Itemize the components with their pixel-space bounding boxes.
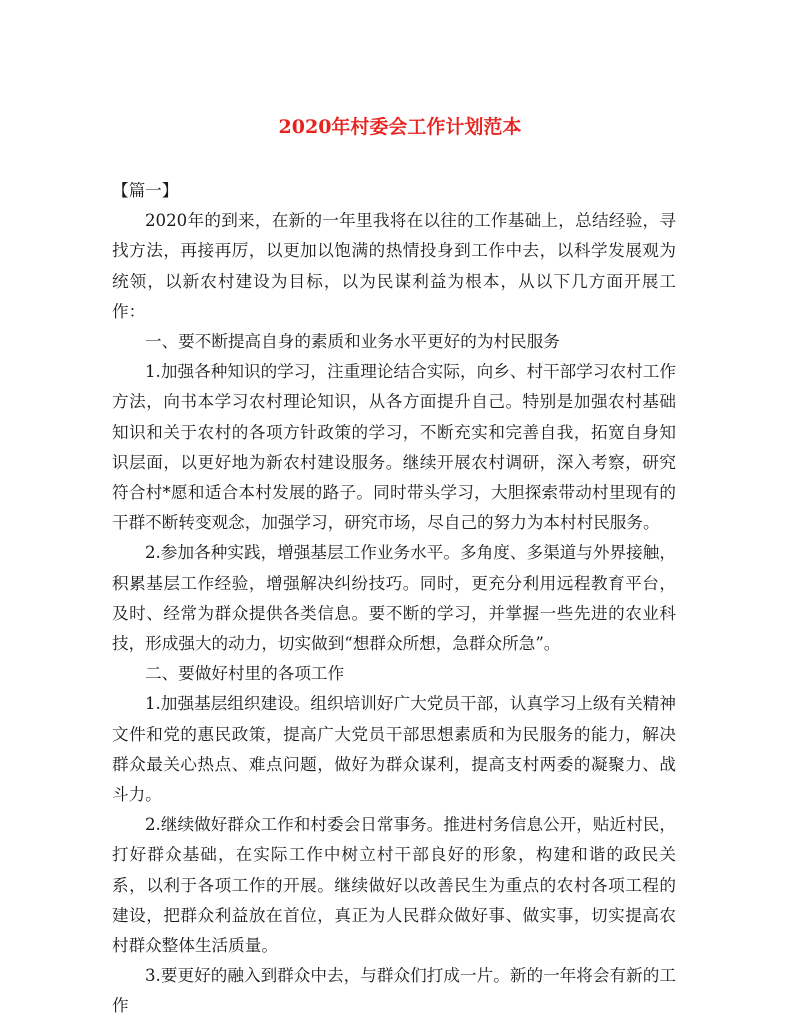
heading-section-2: 二、要做好村里的各项工作 [145, 664, 345, 684]
section-tag: 【篇一】 [112, 181, 179, 200]
paragraph-intro: 2020年的到来，在新的一年里我将在以往的工作基础上，总结经验，寻找方法，再接再厉，以更加以饱满的热情投身到工作中去，以科学发展观为统领，以新农村建设为目标，以为民谋利益为根本，从以下几方面开展工作： [112, 211, 676, 321]
document-title: 2020年村委会工作计划范本 [278, 116, 522, 138]
paragraph-2-2: 2.继续做好群众工作和村委会日常事务。推进村务信息公开，贴近村民，打好群众基础，在实际工作中树立村干部良好的形象，构建和谐的政民关系，以利于各项工作的开展。继续做好以改善民生为重点的农村各项工程的建设，把群众利益放在首位，真正为人民群众做好事、做实事，切实提高农村群众整体生活质量。 [112, 815, 676, 956]
paragraph-2-1: 1.加强基层组织建设。组织培训好广大党员干部，认真学习上级有关精神文件和党的惠民政策，提高广大党员干部思想素质和为民服务的能力，解决群众最关心热点、难点问题，做好为群众谋利，提高支村两委的凝聚力、战斗力。 [112, 694, 676, 805]
paragraph-1-2: 2.参加各种实践，增强基层工作业务水平。多角度、多渠道与外界接触，积累基层工作经验，增强解决纠纷技巧。同时，更充分利用远程教育平台，及时、经常为群众提供各类信息。要不断的学习，并掌握一些先进的农业科技，形成强大的动力，切实做到“想群众所想，急群众所急”。 [112, 543, 676, 654]
document-body [112, 176, 676, 1022]
paragraph-1-1: 1.加强各种知识的学习，注重理论结合实际，向乡、村干部学习农村工作方法，向书本学习农村理论知识，从各方面提升自己。特别是加强农村基础知识和关于农村的各项方针政策的学习，不断充实和完善自我，拓宽自身知识层面，以更好地为新农村建设服务。继续开展农村调研，深入考察，研究符合村*愿和适合本村发展的路子。同时带头学习，大胆探索带动村里现有的干群不断转变观念，加强学习，研究市场，尽自己的努力为本村村民服务。 [112, 362, 676, 533]
heading-section-1: 一、要不断提高自身的素质和业务水平更好的为村民服务 [145, 332, 560, 352]
paragraph-2-3: 3.要更好的融入到群众中去，与群众们打成一片。新的一年将会有新的工作 [112, 966, 676, 1016]
